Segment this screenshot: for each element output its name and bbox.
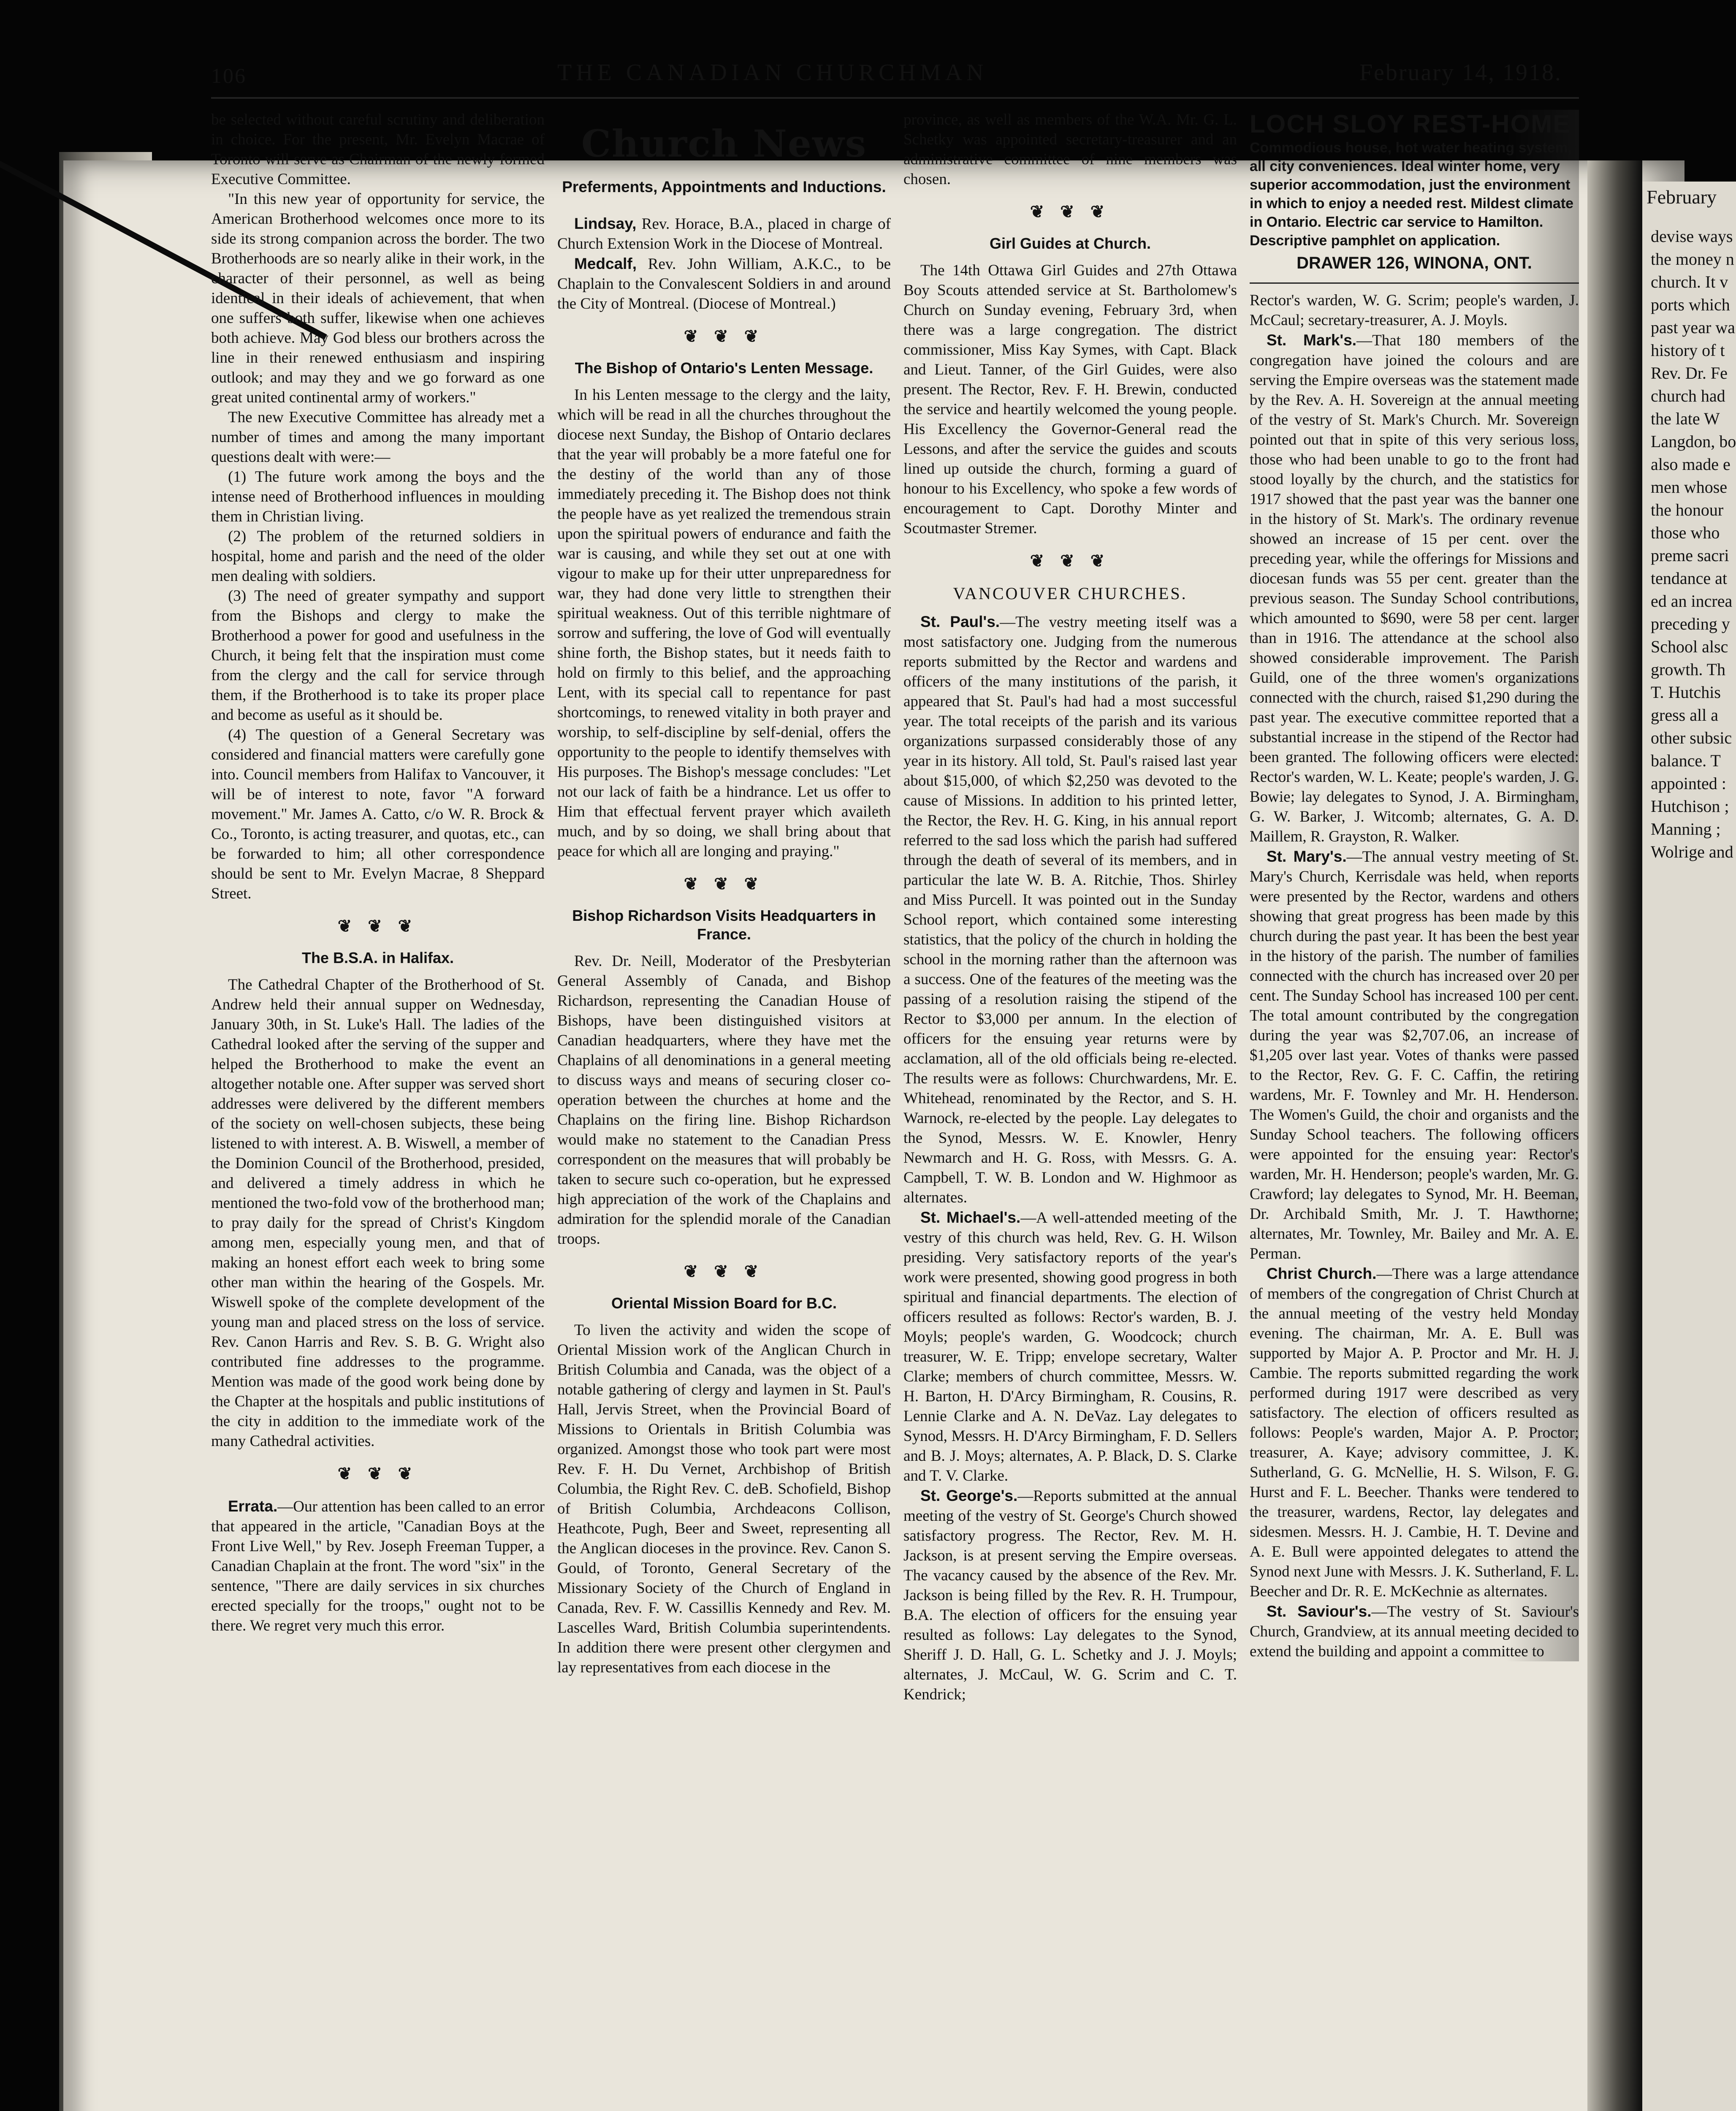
article-paragraph: "In this new year of opportunity for service, the American Brotherhood welcomes once more to its side its strong companion across the border. The two Brotherhoods are so nearly alike in their work, in the character of their personnel, as well as being identical in their ideals of achievement, that when one suffers both suffer, likewise when one achieves both achieve. May God bless our brothers across the line in their renewed enthusiasm and inspiring outlook; and may they and we go forward as one great united continental army of workers." [211, 190, 545, 406]
facing-page-line: also made e [1651, 455, 1731, 474]
facing-page-line: Manning ; [1651, 819, 1721, 838]
parish-name: St. Michael's. [920, 1209, 1021, 1226]
facing-page-line: ports which [1651, 295, 1730, 314]
continued-text: province, as well as members of the W.A. Mr. G. L. Schetky was appointed secretary-treasurer and an administrative committee of nine members was chosen. [903, 111, 1237, 188]
facing-page-line: Wolrige and [1651, 842, 1733, 861]
article-body: To liven the activity and widen the scope of Oriental Mission work of the Anglican Church in British Columbia and Canada, was the object of a notable gathering of clergy and laymen in St. Paul's Hall, Jervis Street, when the Provincial Board of Missions to Orientals in British Columbia was organized. Amongst those who took part were most Rev. F. H. Du Vernet, Archbishop of British Columbia, the Right Rev. C. deB. Schofield, Bishop of British Columbia, Archdeacons Collison, Heathcote, Pugh, Beer and Sweet, representing all the Anglican dioceses in the province. Rev. Canon S. Gould, of Toronto, General Secretary of the Missionary Society of the Church of England in Canada, Rev. F. W. Cassillis Kennedy and Rev. M. Lascelles Ward, British Columbia superintendents. In addition there were present other clergymen and lay representatives from each diocese in the [557, 1321, 891, 1676]
ornament: ❦ ❦ ❦ [1030, 202, 1111, 221]
parish-name: St. Saviour's. [1267, 1603, 1372, 1620]
parish-text: —That 180 members of the congregation have joined the colours and are serving the Empire overseas was the statement made by the Rev. A. H. Sovereign at the annual meeting of the vestry of St. Mark's Church. Mr. Sovereign pointed out that in spite of this very serious loss, those who had been unable to go to the front had stood loyally by the church, and the statistics for 1917 showed that the past year was the banner one in the history of St. Mark's. The ordinary revenue showed an increase of 15 per cent. over the preceding year, while the offerings for Missions and diocesan funds was 55 per cent. greater than the previous season. The Sunday School contributions, which amounted to $690, were 58 per cent. larger than in 1916. The attendance at the school also showed considerable improvement. The Parish Guild, one of the three women's organizations connected with the church, raised $1,290 during the past year. The executive committee reported that a substantial increase in the stipend of the Rector had been granted. The following officers were elected: Rector's warden, W. L. Keate; people's warden, J. G. Bowie; lay delegates to Synod, J. A. Birmingham, G. W. Barker, J. Witcomb; alternates, G. A. D. Maillem, R. Grayston, R. Walker. [1250, 332, 1579, 845]
ornament: ❦ ❦ ❦ [684, 1262, 765, 1281]
preferment-name: Lindsay, [574, 215, 637, 232]
facing-page-lines [1630, 225, 1736, 863]
facing-page-line: the honour [1651, 500, 1724, 519]
facing-page-line: preme sacri [1651, 546, 1729, 565]
parish-name: St. Mary's. [1267, 848, 1347, 865]
continued-text: Rector's warden, W. G. Scrim; people's warden, J. McCaul; secretary-treasurer, A. J. Moyls. [1250, 292, 1579, 329]
facing-page-line: growth. Th [1651, 660, 1726, 679]
column-2 [557, 110, 891, 1677]
article-body: In his Lenten message to the clergy and the laity, which will be read in all the churches throughout the diocese next Sunday, the Bishop of Ontario declares that the year will probably be a more fateful one for the destiny of the world than any of those immediately preceding it. The Bishop does not think the people have as yet realized the tremendous strain upon the spiritual powers of endurance and faith the war is causing, and while they set out at one with vigour to make up for their utter unpreparedness for war, they had done very little to strengthen their spiritual weakness. Out of this terrible nightmare of sorrow and suffering, the love of God will eventually shine forth, the Bishop states, but it needs faith to hold on firmly to this belief, and the approaching Lent, with its special call to repentance for past shortcomings, to renewed vitality in both prayer and worship, to self-discipline by self-denial, offers the opportunity to the people to identify themselves with His purposes. The Bishop's message concludes: "Let not our lack of faith be a hindrance. Let us offer to Him that effectual fervent prayer which availeth much, and by so doing, we shall bring about that peace for which all are longing and praying." [557, 386, 891, 860]
ornament: ❦ ❦ ❦ [337, 917, 418, 936]
facing-page-line: other subsic [1651, 728, 1732, 747]
parish-report [1250, 330, 1579, 847]
column-4 [1250, 110, 1579, 1661]
article-body: Rev. Dr. Neill, Moderator of the Presbyterian General Assembly of Canada, and Bishop Richardson, representing the Canadian House of Bishops, have been distinguished visitors at Canadian headquarters, where they have met the Chaplains of all denominations in a general meeting to discuss ways and means of securing closer co-operation between the churches at home and the Chaplains on the firing line. Bishop Richardson would make no statement to the Canadian Press correspondent on the measures that will probably be taken to secure such co-operation, but he expressed high appreciation of the work of the Chaplains and admiration for the splendid morale of the Canadian troops. [557, 952, 891, 1248]
facing-page-line: history of t [1651, 341, 1725, 360]
preferment-text: Rev. John William, A.K.C., to be Chaplain to the Convalescent Soldiers in and around the City of Montreal. (Diocese of Montreal.) [557, 255, 891, 312]
facing-page-line: Hutchison ; [1651, 797, 1729, 816]
article-paragraph: The new Executive Committee has already met a number of times and among the many important questions dealt with were:— [211, 409, 545, 466]
masthead: THE CANADIAN CHURCHMAN [557, 60, 988, 86]
article-paragraph: (4) The question of a General Secretary was considered and financial matters were carefully gone into. Council members from Halifax to Vancouver, it will be of interest to note, favor "A forward movement." Mr. James A. Catto, c/o W. R. Brock & Co., Toronto, is acting treasurer, and quotas, etc., can be forwarded to him; all other correspondence should be sent to Mr. Evelyn Macrae, 8 Sheppard Street. [211, 726, 545, 902]
parish-text: —The vestry of St. Saviour's Church, Grandview, at its annual meeting decided to extend the building and appoint a committee to [1250, 1603, 1579, 1660]
article-body: The Cathedral Chapter of the Brotherhood of St. Andrew held their annual supper on Wednesday, January 30th, in St. Luke's Hall. The ladies of the Cathedral looked after the serving of the supper and helped the Brotherhood to make the event an altogether notable one. After supper was served short addresses were delivered by the different members of the society on well-chosen subjects, these being listened to with interest. A. B. Wiswell, a member of the Dominion Council of the Brotherhood, presided, and delivered a timely address in which he mentioned the two-fold vow of the brotherhood man; to pray daily for the spread of Christ's Kingdom among men, especially young men, and that of making an honest effort each week to bring some other man within the hearing of the Gospels. Mr. Wiswell spoke of the complete development of the young man and placed stress on the loss of service. Rev. Canon Harris and Rev. S. B. G. Wright also contributed fine addresses to the programme. Mention was made of the good work being done by the Chapter at the hospitals and public institutions of the city in addition to the immediate work of the many Cathedral activities. [211, 976, 545, 1450]
facing-page-line: preceding y [1651, 614, 1730, 633]
book-spine [1587, 160, 1642, 2111]
preferment-entry [557, 214, 891, 254]
article-title: The Bishop of Ontario's Lenten Message. [575, 359, 873, 377]
errata-text: —Our attention has been called to an error that appeared in the article, "Canadian Boys at the Front Live Well," by Rev. Joseph Freeman Tupper, a Canadian Chaplain at the front. The word "six" in the sentence, "There are daily services in six churches erected specially for the troops," ought not to be there. We regret very much this error. [211, 1498, 545, 1634]
article-title: VANCOUVER CHURCHES. [953, 584, 1188, 603]
article-title: Bishop Richardson Visits Headquarters in France. [572, 907, 876, 943]
facing-page-line: tendance at [1651, 569, 1727, 588]
ad-address: DRAWER 126, WINONA, ONT. [1297, 254, 1532, 272]
parish-report [1250, 1264, 1579, 1601]
facing-page-line: church had [1651, 386, 1725, 405]
ad-title: LOCH SLOY REST-HOME [1250, 110, 1571, 138]
advertisement [1250, 110, 1579, 284]
parish-text: —The annual vestry meeting of St. Mary's Church, Kerrisdale was held, when reports were presented by the Rector, wardens and others showing that great progress has been made by this church during the past year. It has been the best year in the history of the parish. The number of families connected with the church has increased over 20 per cent. The Sunday School has increased 100 per cent. The total amount contributed by the congregation during the year was $2,707.06, an increase of $1,205 over last year. Votes of thanks were passed to the Rector, Rev. G. F. C. Caffin, the retiring wardens, Mr. F. Townley and Mr. H. Henderson. The Women's Guild, the choir and organists and the Sunday School teachers. The following officers were appointed for the ensuing year: Rector's warden, Mr. H. Henderson; people's warden, Mr. G. Crawford; lay delegates to Synod, Mr. H. Beeman, Dr. Archibald Smith, Mr. J. T. Hawthorne; alternates, Mr. Townley, Mr. Bailey and Mr. A. E. Perman. [1250, 848, 1579, 1262]
article-paragraph: (2) The problem of the returned soldiers in hospital, home and parish and the need of the older men dealing with soldiers. [211, 528, 545, 585]
preferment-text: Rev. Horace, B.A., placed in charge of Church Extension Work in the Diocese of Montreal. [557, 215, 891, 252]
issue-date: February 14, 1918. [1359, 60, 1562, 86]
brotherhood-article [211, 110, 545, 904]
article-paragraph: be selected without careful scrutiny and deliberation in choice. For the present, Mr. Evelyn Macrae of Toronto will serve as Chairman of the newly formed Executive Committee. [211, 111, 545, 188]
facing-page-line: the late W [1651, 409, 1720, 428]
facing-page-line: devise ways [1651, 227, 1733, 246]
facing-page-line: T. Hutchis [1651, 683, 1721, 702]
facing-page-line: ed an increa [1651, 592, 1733, 611]
parish-text: —The vestry meeting itself was a most satisfactory one. Judging from the numerous reports submitted by the Rector and wardens and officers of the many institutions of the parish, it appeared that St. Paul's had had a most successful year. The total receipts of the parish and its various organizations surpassed considerably those of any year in its history. All told, St. Paul's raised last year about $15,000, of which $2,250 was devoted to the cause of Missions. In addition to his printed letter, the Rector, the Rev. H. G. King, in his annual report referred to the sad loss which the parish had suffered through the death of several of its members, and in particular the late W. B. A. Ritchie, Thos. Shirley and Miss Purcell. It was pointed out in the Sunday School report, which contained some interesting statistics, that the policy of the church in holding the school in the morning rather than the afternoon was a success. One of the features of the meeting was the passing of a resolution raising the stipend of the Rector to $3,000 per annum. In the election of officers for the ensuing year returns were by acclamation, all of the old officials being re-elected. The results were as follows: Churchwardens, Mr. E. Whitehead, renominated by the Rector, and S. H. Warnock, re-elected by the people. Lay delegates to the Synod, Messrs. W. E. Knowler, Henry Newmarch and H. G. Ross, with Messrs. G. A. Campbell, T. W. B. London and W. Highmoor as alternates. [903, 613, 1237, 1206]
parish-name: St. Paul's. [920, 613, 1000, 630]
errata-paragraph [211, 1496, 545, 1636]
column-3 [903, 110, 1237, 1704]
facing-page-line: the money n [1651, 250, 1734, 269]
ornament: ❦ ❦ ❦ [1030, 551, 1111, 570]
facing-page-line: balance. T [1651, 751, 1721, 770]
facing-page-line: those who [1651, 523, 1720, 542]
facing-page-line: School alsc [1651, 637, 1728, 656]
parish-report [903, 1486, 1237, 1704]
article-title: Girl Guides at Church. [989, 235, 1151, 252]
facing-page-line: Rev. Dr. Fe [1651, 364, 1728, 383]
facing-page-fragment [1630, 182, 1736, 2111]
facing-page-line: appointed : [1651, 774, 1726, 793]
page-number: 106 [211, 64, 247, 87]
parish-report [903, 1207, 1237, 1486]
facing-page-line: past year wa [1651, 318, 1735, 337]
article-title: Oriental Mission Board for B.C. [611, 1294, 837, 1312]
facing-page-header: February [1646, 186, 1717, 208]
parish-text: —Reports submitted at the annual meeting of the vestry of St. George's Church showed satisfactory progress. The Rector, Rev. M. H. Jackson, is at present serving the Empire overseas. The vacancy caused by the absence of the Rev. Mr. Jackson is being filled by the Rev. R. H. Trumpour, B.A. The election of officers for the ensuing year resulted as follows: Lay delegates to the Synod, Sheriff J. D. Hall, G. L. Schetky and J. J. Moyls; alternates, J. McCaul, W. G. Scrim and C. T. Kendrick; [903, 1487, 1237, 1703]
article-title: The B.S.A. in Halifax. [301, 949, 454, 966]
header-rule [211, 97, 1579, 99]
article-body: The 14th Ottawa Girl Guides and 27th Ottawa Boy Scouts attended service at St. Bartholomew's Church on Sunday evening, February 3rd, when there was a large congregation. The district commissioner, Miss Kay Symes, with Capt. Black and Lieut. Tanner, of the Girl Guides, were also present. The Rector, Rev. F. H. Brewin, conducted the service and heartily welcomed the young people. His Excellency the Governor-General read the Lessons, and after the service the guides and scouts lined up outside the church, forming a guard of honour to his Excellency, who spoke a few words of encouragement to Capt. Dorothy Minter and Scoutmaster Stremer. [903, 262, 1237, 537]
ornament: ❦ ❦ ❦ [684, 327, 765, 346]
ornament: ❦ ❦ ❦ [337, 1464, 418, 1483]
parish-text: —A well-attended meeting of the vestry of this church was held, Rev. G. H. Wilson presiding. Very satisfactory reports of the year's work were presented, showing good progress in both spiritual and financial departments. The election of officers resulted as follows: Rector's warden, B. J. Moyls; people's warden, G. Woodcock; church treasurer, W. E. Tripp; envelope secretary, Walter Clarke; members of church committee, Messrs. W. H. Barton, H. D'Arcy Birmingham, R. Cousins, R. Lennie Clarke and A. N. DeVaz. Lay delegates to Synod, Messrs. H. D'Arcy Birmingham, F. D. Sellers and B. J. Moys; alternates, A. P. Black, D. S. Clarke and T. V. Clarke. [903, 1209, 1237, 1484]
parish-name: Christ Church. [1267, 1265, 1377, 1282]
parish-name: St. George's. [920, 1487, 1018, 1504]
article-paragraph: (1) The future work among the boys and the intense need of Brotherhood influences in moulding them in Christian living. [211, 468, 545, 525]
parish-text: —There was a large attendance of members of the congregation of Christ Church at the annual meeting of the vestry held Monday evening. The chairman, Mr. A. E. Bull was supported by Major A. P. Proctor and Mr. H. J. Cambie. The reports submitted regarding the work performed during 1917 were described as very satisfactory. The election of officers resulted as follows: People's warden, Major A. P. Proctor; treasurer, A. Kaye; advisory committee, J. K. Sutherland, G. G. McNellie, H. S. Wilson, F. G. Hurst and F. L. Beecher. Thanks were tendered to the treasurer, wardens, Rector, lay delegates and sidesmen. Messrs. H. J. Cambie, H. T. Devine and A. E. Bull were appointed delegates to attend the Synod next June with Messrs. J. K. Sutherland, F. L. Beecher and Dr. R. E. McKechnie as alternates. [1250, 1265, 1579, 1600]
page-header [211, 59, 1579, 93]
errata-lead: Errata. [228, 1498, 278, 1515]
parish-report [1250, 847, 1579, 1264]
ornament: ❦ ❦ ❦ [684, 874, 765, 893]
ad-body: Commodious house, hot water heating system, all city conveniences. Ideal winter home, very superior accommodation, just the environment in which to enjoy a needed rest. Mildest climate in Ontario. Electric car service to Hamilton. Descriptive pamphlet on application. [1250, 140, 1574, 249]
parish-report [1250, 1601, 1579, 1661]
preferment-entry [557, 254, 891, 314]
parish-report [903, 612, 1237, 1207]
preferment-name: Medcalf, [574, 255, 637, 272]
section-subtitle: Preferments, Appointments and Inductions. [562, 178, 886, 195]
article-paragraph: (3) The need of greater sympathy and support from the Bishops and clergy to make the Brotherhood a power for good and usefulness in the Church, it being felt that the inspiration must come from the clergy and the call for service through them, if the Brotherhood is to take its proper place and become as useful as it should be. [211, 587, 545, 724]
facing-page-line: Langdon, bo [1651, 432, 1736, 451]
facing-page-line: men whose [1651, 478, 1728, 497]
parish-name: St. Mark's. [1267, 331, 1357, 349]
column-1 [211, 110, 545, 1636]
facing-page-line: church. It v [1651, 272, 1728, 291]
facing-page-line: gress all a [1651, 705, 1718, 724]
section-title: Church News [581, 122, 867, 166]
